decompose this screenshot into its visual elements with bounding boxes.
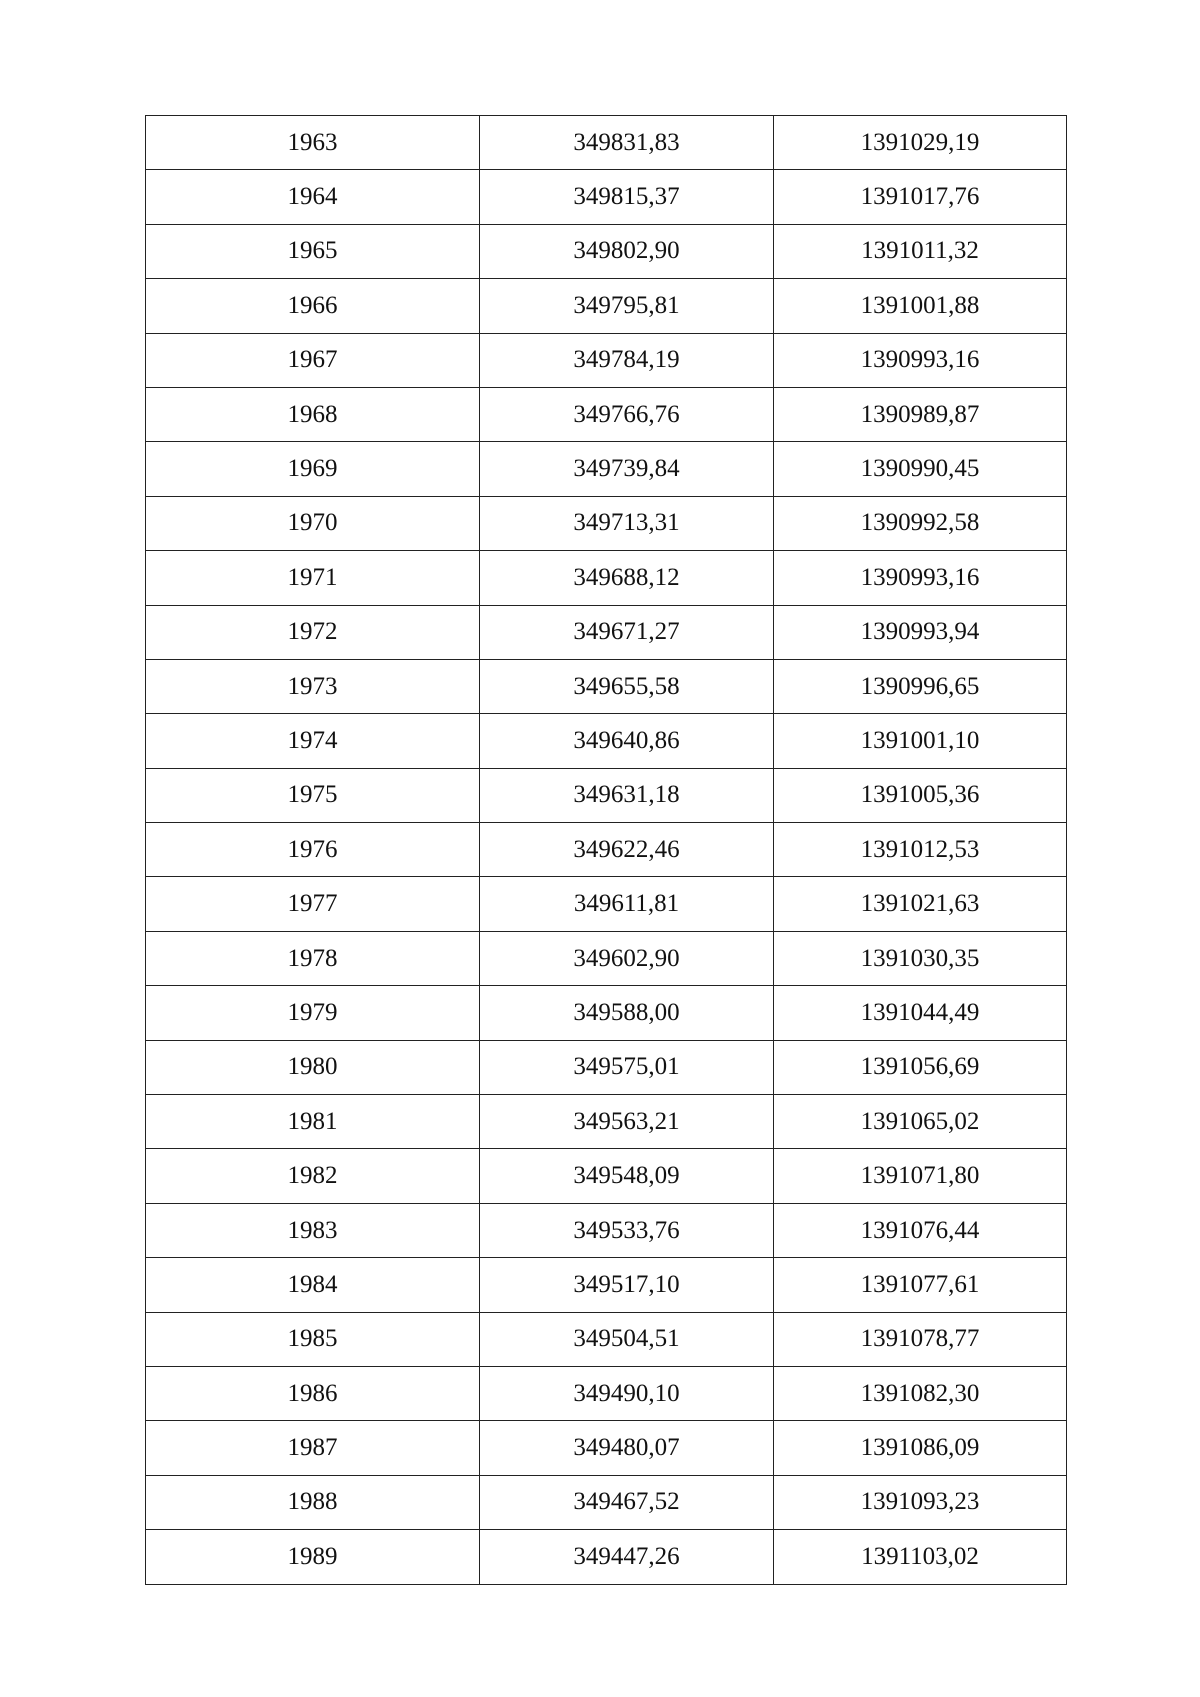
table-row <box>146 986 1067 1040</box>
x-coordinate-cell: 349671,27 <box>480 605 774 659</box>
point-number-cell: 1977 <box>146 877 480 931</box>
table-row <box>146 442 1067 496</box>
y-coordinate-cell: 1390990,45 <box>774 442 1067 496</box>
point-number-cell: 1972 <box>146 605 480 659</box>
point-number-cell: 1978 <box>146 931 480 985</box>
x-coordinate-cell: 349447,26 <box>480 1530 774 1584</box>
table-row <box>146 333 1067 387</box>
table-row <box>146 931 1067 985</box>
y-coordinate-cell: 1391103,02 <box>774 1530 1067 1584</box>
x-coordinate-cell: 349588,00 <box>480 986 774 1040</box>
x-coordinate-cell: 349795,81 <box>480 279 774 333</box>
y-coordinate-cell: 1390992,58 <box>774 496 1067 550</box>
y-coordinate-cell: 1391044,49 <box>774 986 1067 1040</box>
x-coordinate-cell: 349655,58 <box>480 659 774 713</box>
point-number-cell: 1989 <box>146 1530 480 1584</box>
x-coordinate-cell: 349713,31 <box>480 496 774 550</box>
table-row <box>146 551 1067 605</box>
y-coordinate-cell: 1390996,65 <box>774 659 1067 713</box>
point-number-cell: 1982 <box>146 1149 480 1203</box>
point-number-cell: 1975 <box>146 768 480 822</box>
point-number-cell: 1983 <box>146 1203 480 1257</box>
table-row <box>146 387 1067 441</box>
y-coordinate-cell: 1391056,69 <box>774 1040 1067 1094</box>
table-row <box>146 659 1067 713</box>
y-coordinate-cell: 1391093,23 <box>774 1475 1067 1529</box>
y-coordinate-cell: 1391001,88 <box>774 279 1067 333</box>
point-number-cell: 1987 <box>146 1421 480 1475</box>
table-row <box>146 1530 1067 1584</box>
table-row <box>146 1312 1067 1366</box>
x-coordinate-cell: 349739,84 <box>480 442 774 496</box>
table-row <box>146 768 1067 822</box>
point-number-cell: 1981 <box>146 1095 480 1149</box>
x-coordinate-cell: 349563,21 <box>480 1095 774 1149</box>
x-coordinate-cell: 349688,12 <box>480 551 774 605</box>
coordinates-table <box>145 115 1067 1585</box>
point-number-cell: 1969 <box>146 442 480 496</box>
x-coordinate-cell: 349622,46 <box>480 823 774 877</box>
table-row <box>146 1421 1067 1475</box>
y-coordinate-cell: 1391065,02 <box>774 1095 1067 1149</box>
x-coordinate-cell: 349504,51 <box>480 1312 774 1366</box>
point-number-cell: 1967 <box>146 333 480 387</box>
y-coordinate-cell: 1391082,30 <box>774 1366 1067 1420</box>
point-number-cell: 1976 <box>146 823 480 877</box>
table-row <box>146 1095 1067 1149</box>
table-row <box>146 224 1067 278</box>
y-coordinate-cell: 1391012,53 <box>774 823 1067 877</box>
table-row <box>146 1040 1067 1094</box>
table-row <box>146 1149 1067 1203</box>
y-coordinate-cell: 1391011,32 <box>774 224 1067 278</box>
y-coordinate-cell: 1391078,77 <box>774 1312 1067 1366</box>
x-coordinate-cell: 349480,07 <box>480 1421 774 1475</box>
y-coordinate-cell: 1391029,19 <box>774 116 1067 170</box>
y-coordinate-cell: 1391076,44 <box>774 1203 1067 1257</box>
x-coordinate-cell: 349831,83 <box>480 116 774 170</box>
y-coordinate-cell: 1391077,61 <box>774 1258 1067 1312</box>
point-number-cell: 1965 <box>146 224 480 278</box>
y-coordinate-cell: 1391030,35 <box>774 931 1067 985</box>
point-number-cell: 1974 <box>146 714 480 768</box>
x-coordinate-cell: 349517,10 <box>480 1258 774 1312</box>
table-row <box>146 714 1067 768</box>
table-row <box>146 1366 1067 1420</box>
point-number-cell: 1968 <box>146 387 480 441</box>
table-row <box>146 279 1067 333</box>
table-row <box>146 496 1067 550</box>
y-coordinate-cell: 1390993,16 <box>774 333 1067 387</box>
table-row <box>146 877 1067 931</box>
point-number-cell: 1973 <box>146 659 480 713</box>
point-number-cell: 1984 <box>146 1258 480 1312</box>
x-coordinate-cell: 349631,18 <box>480 768 774 822</box>
point-number-cell: 1963 <box>146 116 480 170</box>
table-row <box>146 1475 1067 1529</box>
point-number-cell: 1970 <box>146 496 480 550</box>
point-number-cell: 1966 <box>146 279 480 333</box>
x-coordinate-cell: 349784,19 <box>480 333 774 387</box>
x-coordinate-cell: 349640,86 <box>480 714 774 768</box>
y-coordinate-cell: 1390993,94 <box>774 605 1067 659</box>
x-coordinate-cell: 349575,01 <box>480 1040 774 1094</box>
table-row <box>146 605 1067 659</box>
table-row <box>146 1203 1067 1257</box>
point-number-cell: 1980 <box>146 1040 480 1094</box>
x-coordinate-cell: 349766,76 <box>480 387 774 441</box>
point-number-cell: 1979 <box>146 986 480 1040</box>
point-number-cell: 1971 <box>146 551 480 605</box>
y-coordinate-cell: 1391005,36 <box>774 768 1067 822</box>
y-coordinate-cell: 1391021,63 <box>774 877 1067 931</box>
x-coordinate-cell: 349490,10 <box>480 1366 774 1420</box>
x-coordinate-cell: 349533,76 <box>480 1203 774 1257</box>
x-coordinate-cell: 349602,90 <box>480 931 774 985</box>
y-coordinate-cell: 1390993,16 <box>774 551 1067 605</box>
x-coordinate-cell: 349815,37 <box>480 170 774 224</box>
table-row <box>146 1258 1067 1312</box>
point-number-cell: 1988 <box>146 1475 480 1529</box>
x-coordinate-cell: 349611,81 <box>480 877 774 931</box>
table-row <box>146 170 1067 224</box>
x-coordinate-cell: 349548,09 <box>480 1149 774 1203</box>
point-number-cell: 1986 <box>146 1366 480 1420</box>
point-number-cell: 1985 <box>146 1312 480 1366</box>
y-coordinate-cell: 1390989,87 <box>774 387 1067 441</box>
table-row <box>146 116 1067 170</box>
point-number-cell: 1964 <box>146 170 480 224</box>
x-coordinate-cell: 349802,90 <box>480 224 774 278</box>
table-row <box>146 823 1067 877</box>
x-coordinate-cell: 349467,52 <box>480 1475 774 1529</box>
y-coordinate-cell: 1391017,76 <box>774 170 1067 224</box>
y-coordinate-cell: 1391071,80 <box>774 1149 1067 1203</box>
coordinates-table-body <box>146 116 1067 1585</box>
y-coordinate-cell: 1391086,09 <box>774 1421 1067 1475</box>
y-coordinate-cell: 1391001,10 <box>774 714 1067 768</box>
